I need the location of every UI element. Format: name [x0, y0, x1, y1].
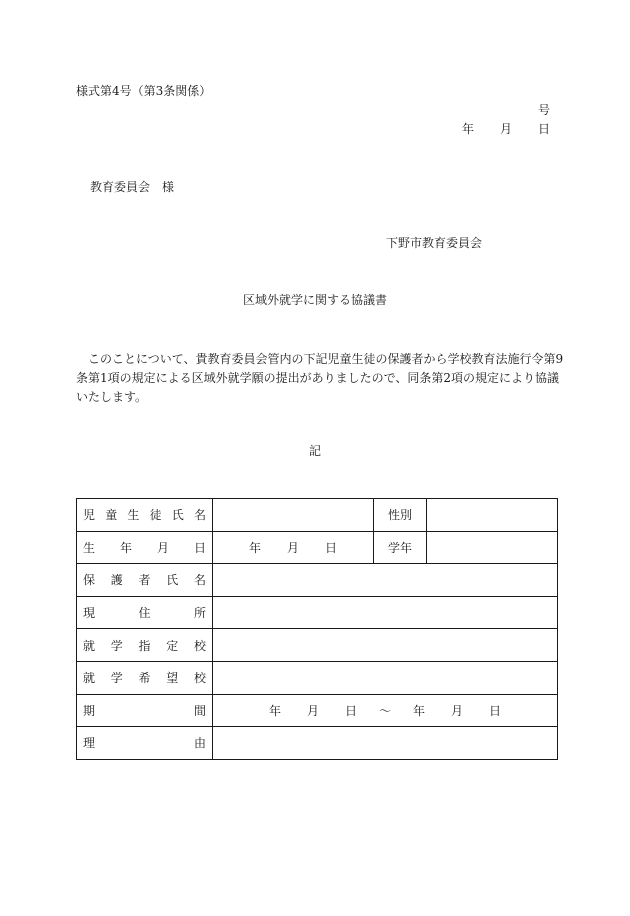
birthdate-label: 生 年 月 日: [77, 531, 213, 564]
period-field[interactable]: 年 月 日 ～ 年 月 日: [213, 694, 558, 727]
guardian-name-label: 保 護 者 氏 名: [77, 564, 213, 597]
issue-date: [462, 122, 550, 136]
detail-table: [76, 498, 558, 760]
table-row: [77, 629, 558, 662]
designated-school-field[interactable]: [213, 629, 558, 662]
issue-number: 号: [537, 103, 550, 117]
guardian-name-field[interactable]: [213, 564, 558, 597]
table-row: [77, 499, 558, 532]
body-line: 条第1項の規定による区域外就学願の提出がありましたので、同条第2項の規定により協議: [76, 371, 560, 385]
reason-label: 理 由: [77, 727, 213, 760]
address-field[interactable]: [213, 596, 558, 629]
sender: 下野市教育委員会: [386, 236, 483, 250]
period-label: 期 間: [77, 694, 213, 727]
body-text: [76, 350, 564, 407]
table-row: [77, 564, 558, 597]
address-label: 現 住 所: [77, 596, 213, 629]
table-row: [77, 694, 558, 727]
designated-school-label: 就 学 指 定 校: [77, 629, 213, 662]
table-row: [77, 596, 558, 629]
table-row: [77, 661, 558, 694]
reason-field[interactable]: [213, 727, 558, 760]
student-name-label: 児 童 生 徒 氏 名: [77, 499, 213, 532]
student-name-field[interactable]: [213, 499, 374, 532]
form-number: 様式第4号（第3条関係）: [76, 84, 212, 98]
birthdate-field[interactable]: 年 月 日: [213, 531, 374, 564]
desired-school-field[interactable]: [213, 661, 558, 694]
issue-date-day: 日: [537, 122, 550, 136]
body-line: このことについて、貴教育委員会管内の下記児童生徒の保護者から学校教育法施行令第9: [76, 352, 564, 366]
desired-school-label: 就 学 希 望 校: [77, 661, 213, 694]
gender-field[interactable]: [427, 499, 558, 532]
issue-date-year: 年: [461, 122, 474, 136]
grade-field[interactable]: [427, 531, 558, 564]
addressee: 教育委員会 様: [90, 180, 175, 194]
body-line: いたします。: [76, 390, 148, 404]
table-row: [77, 727, 558, 760]
table-row: [77, 531, 558, 564]
document-title: 区域外就学に関する協議書: [242, 293, 387, 307]
grade-label: 学年: [374, 531, 427, 564]
ki-heading: 記: [308, 444, 321, 458]
issue-date-month: 月: [499, 122, 512, 136]
gender-label: 性別: [374, 499, 427, 532]
